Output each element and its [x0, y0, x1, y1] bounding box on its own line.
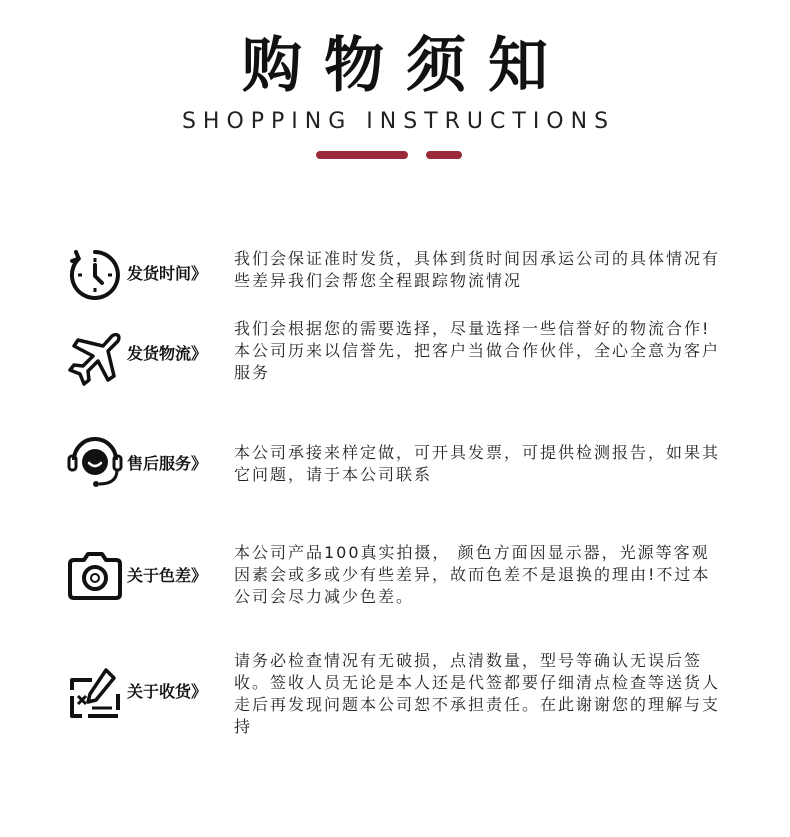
page-subtitle: SHOPPING INSTRUCTIONS: [181, 109, 616, 134]
airplane-icon: [66, 330, 124, 388]
section-label: 发货时间》: [127, 264, 208, 283]
section-text: 我们会保证准时发货，具体到货时间因承运公司的具体情况有些差异我们会帮您全程跟踪物流情况: [234, 249, 721, 290]
headset-icon: [66, 432, 124, 490]
section-text: 本公司承接来样定做，可开具发票，可提供检测报告，如果其它问题，请于本公司联系: [234, 443, 721, 484]
sign-icon: [66, 664, 124, 722]
section-label: 关于色差》: [127, 566, 208, 585]
accent-bar-short: [426, 151, 462, 159]
section-text: 我们会根据您的需要选择，尽量选择一些信誉好的物流合作!本公司历来以信誉先，把客户当做合作伙伴，全心全意为客户服务: [234, 319, 721, 382]
clock-icon: [66, 246, 124, 304]
section-label: 发货物流》: [127, 344, 208, 363]
section-text: 请务必检查情况有无破损，点清数量，型号等确认无误后签收。签收人员无论是本人还是代签都要仔细清点检查等送货人走后再发现问题本公司恕不承担责任。在此谢谢您的理解与支持: [234, 651, 721, 736]
camera-icon: [66, 546, 124, 604]
accent-bar-long: [316, 151, 408, 159]
section-label: 售后服务》: [127, 454, 208, 473]
page-title: 购物须知: [242, 31, 570, 101]
section-text: 本公司产品100真实拍摄， 颜色方面因显示器，光源等客观因素会或多或少有些差异，故而色差不是退换的理由!不过本公司会尽力减少色差。: [234, 543, 711, 606]
section-label: 关于收货》: [127, 682, 208, 701]
